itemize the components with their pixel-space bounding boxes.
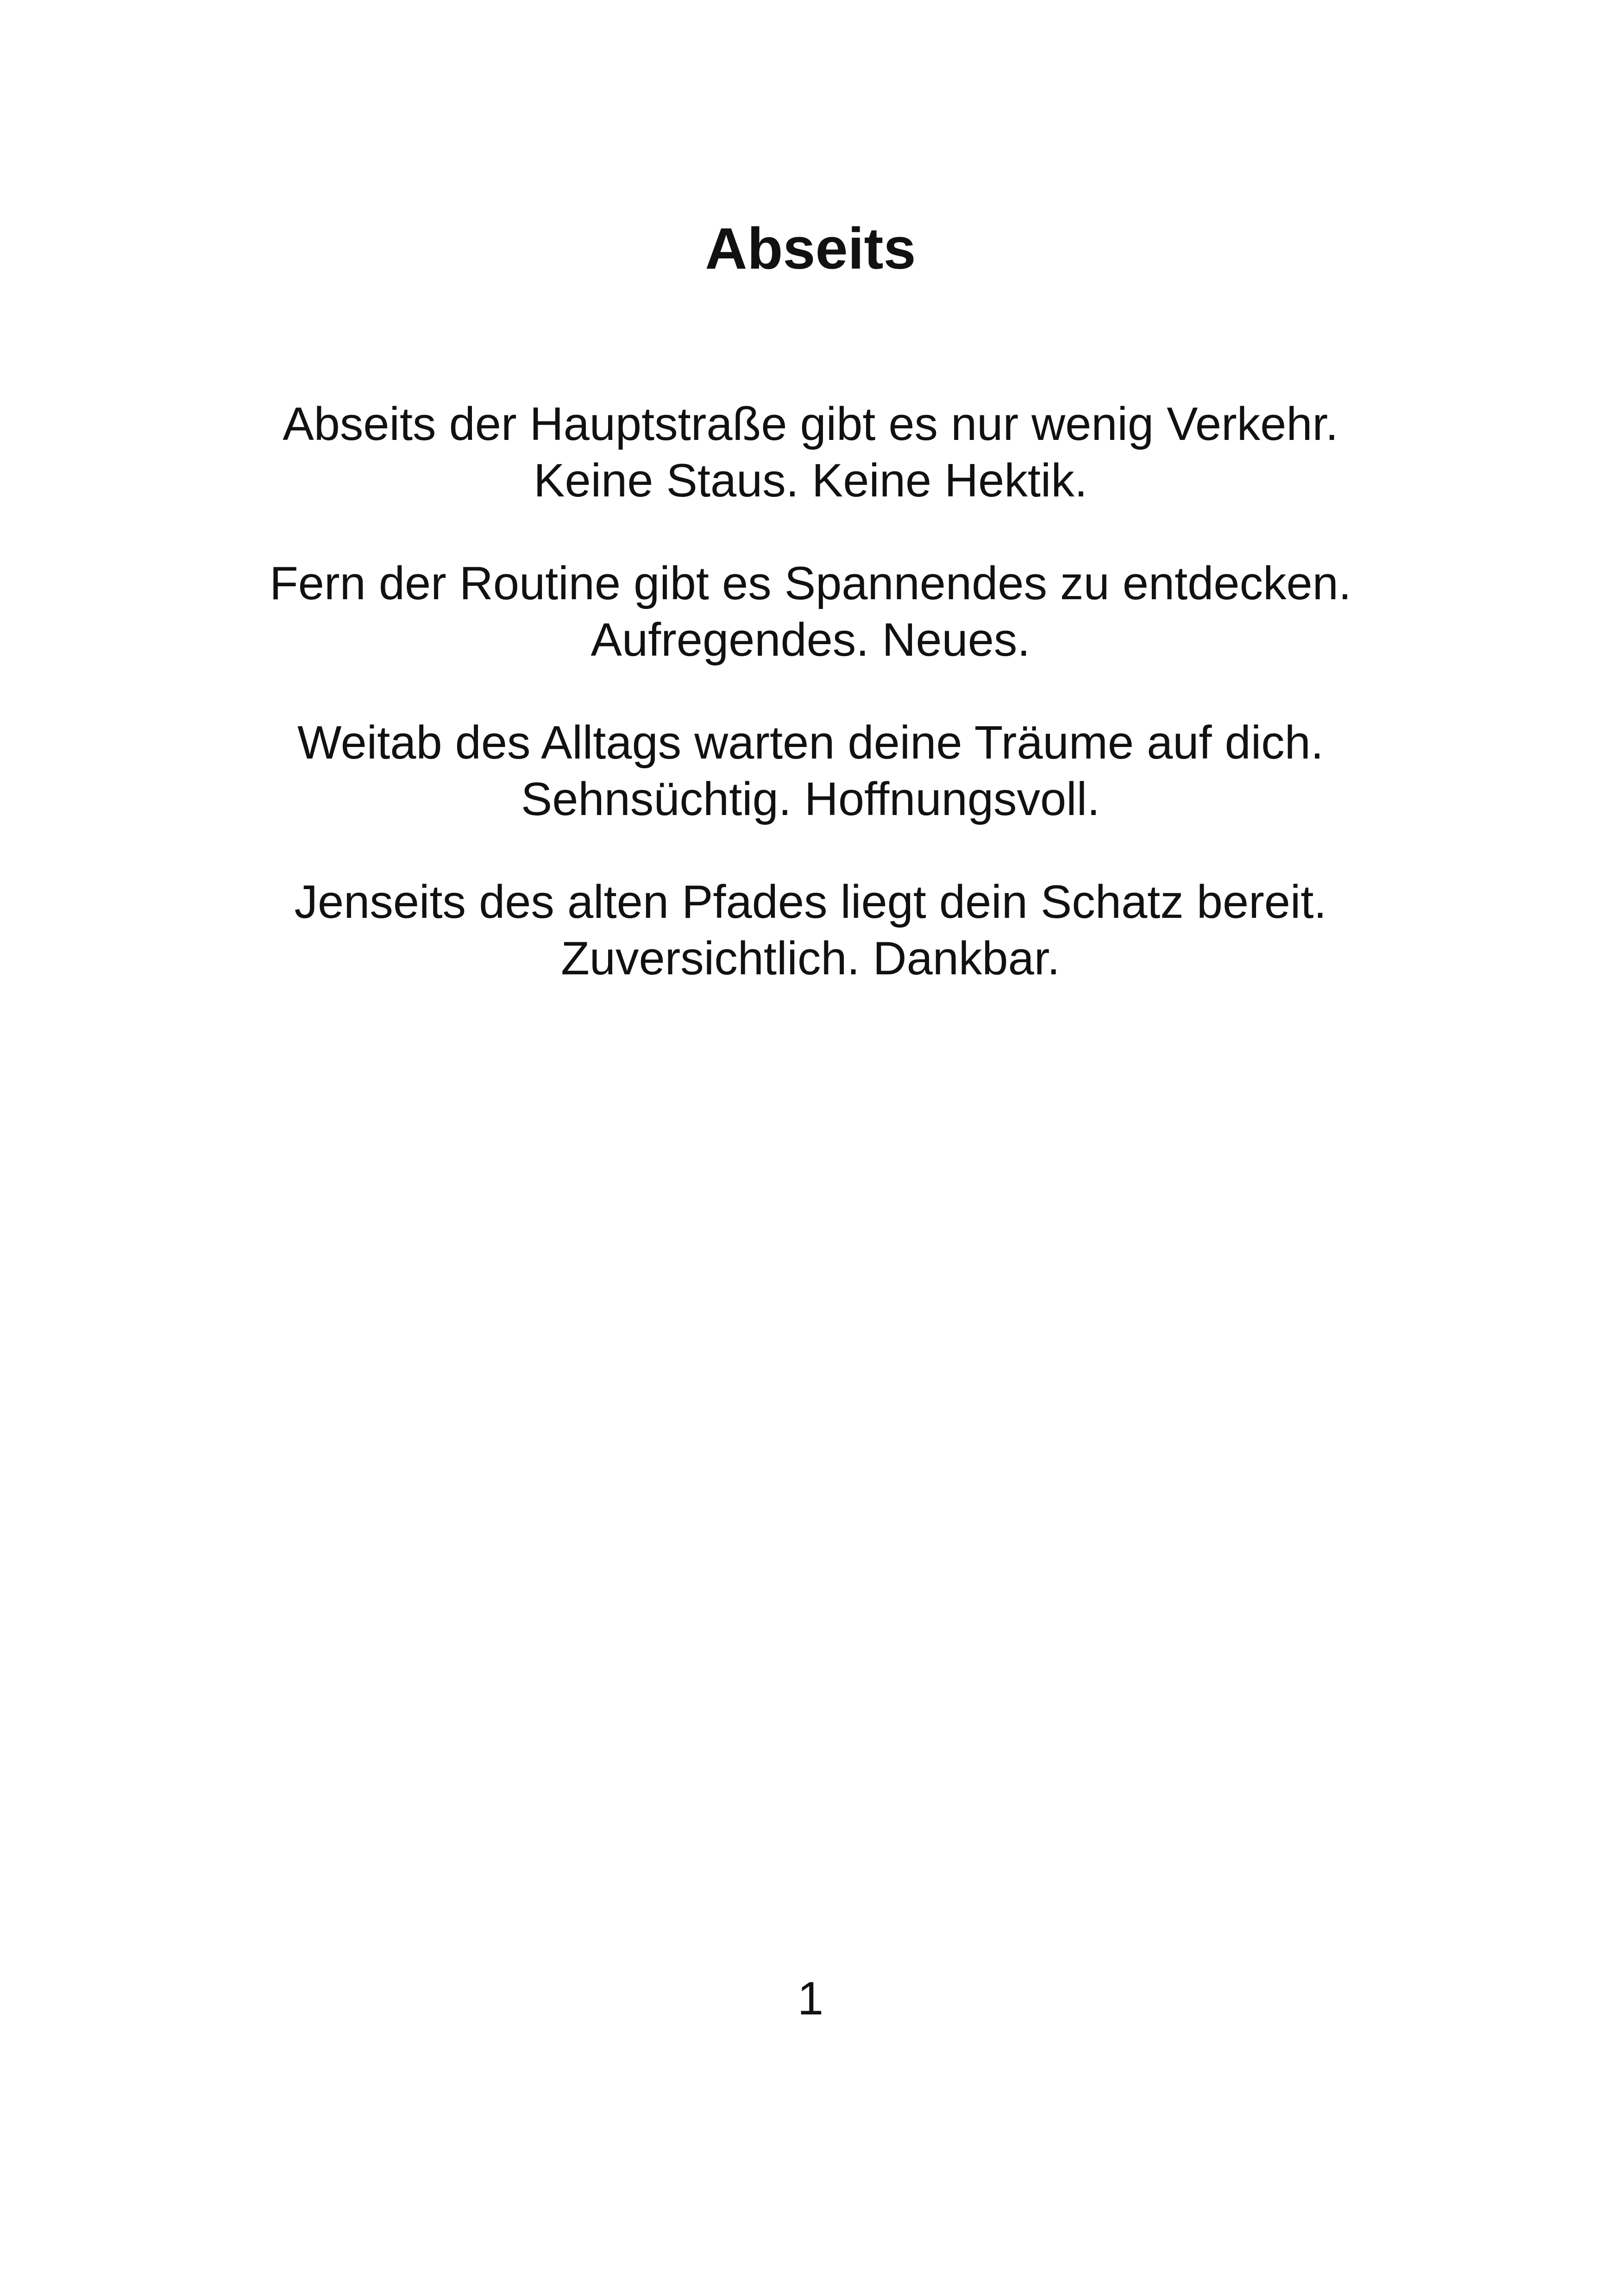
poem-title: Abseits [705, 216, 916, 281]
poem-line: Zuversichtlich. Dankbar. [561, 933, 1060, 985]
poem-body [0, 396, 1621, 1033]
poem-line: Abseits der Hauptstraße gibt es nur wenig Verkehr. [283, 398, 1338, 450]
stanza-1 [0, 396, 1621, 509]
poem-line: Jenseits des alten Pfades liegt dein Schatz bereit. [294, 876, 1327, 928]
poem-line: Sehnsüchtig. Hoffnungsvoll. [521, 773, 1100, 825]
poem-line: Fern der Routine gibt es Spannendes zu entdecken. [270, 558, 1351, 609]
stanza-2 [0, 555, 1621, 668]
poem-line: Aufregendes. Neues. [591, 614, 1030, 666]
stanza-4 [0, 874, 1621, 987]
page-number: 1 [797, 1973, 824, 2025]
poem-line: Keine Staus. Keine Hektik. [534, 455, 1087, 507]
poem-line: Weitab des Alltags warten deine Träume auf dich. [297, 717, 1324, 769]
stanza-3 [0, 715, 1621, 828]
